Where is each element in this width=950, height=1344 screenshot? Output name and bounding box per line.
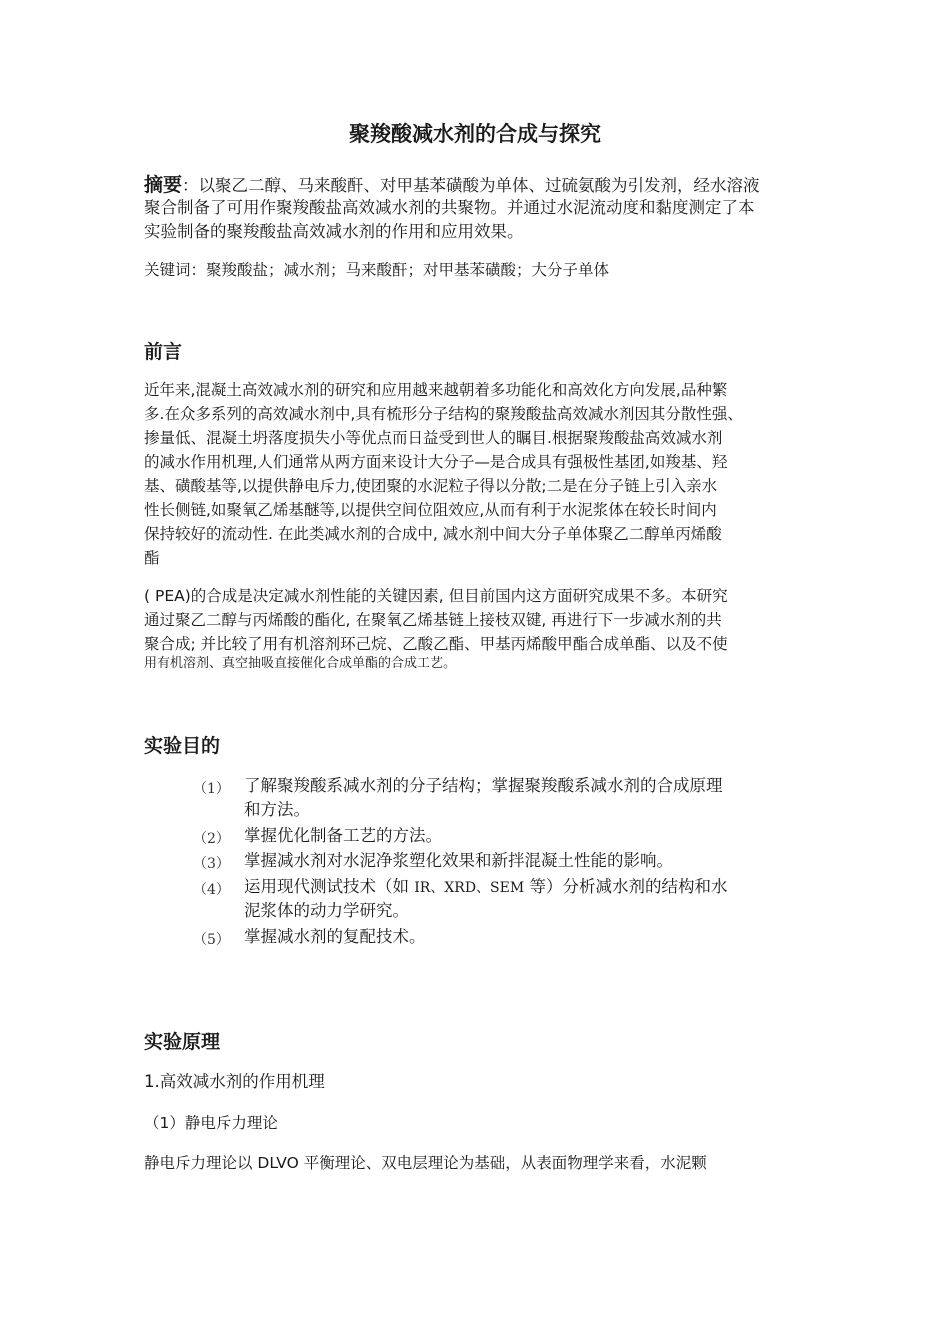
principle-heading: 实验原理	[144, 1031, 221, 1053]
objective-number: （3）	[193, 856, 230, 872]
preface-p1-line: 的减水作用机理,人们通常从两方面来设计大分子—是合成具有强极性基团,如羧基、羟	[144, 453, 728, 471]
abstract-label: 摘要	[144, 174, 183, 196]
objective-text: 了解聚羧酸系减水剂的分子结构；掌握聚羧酸系减水剂的合成原理	[244, 776, 723, 795]
objectives-heading: 实验目的	[144, 735, 221, 757]
objective-number: （4）	[193, 882, 230, 898]
preface-p1-line: 保持较好的流动性. 在此类减水剂的合成中, 减水剂中间大分子单体聚乙二醇单丙烯酸	[144, 525, 722, 543]
principle-subheading: 1.高效减水剂的作用机理	[144, 1072, 325, 1091]
objective-number: （2）	[193, 831, 230, 847]
objective-text-part: 等）分析减水剂的结构和水	[524, 877, 728, 896]
preface-p2-line: ( PEA)的合成是决定减水剂性能的关键因素, 但目前国内这方面研究成果不多。本研究	[144, 587, 728, 605]
abstract-line-3: 实验制备的聚羧酸盐高效减水剂的作用和应用效果。	[144, 222, 524, 241]
abstract-line-2: 聚合制备了可用作聚羧酸盐高效减水剂的共聚物。并通过水泥流动度和黏度测定了本	[144, 198, 755, 217]
document-title: 聚羧酸减水剂的合成与探究	[349, 122, 601, 146]
abstract-text: ：以聚乙二醇、马来酸酐、对甲基苯磺酸为单体、过硫氨酸为引发剂，经水溶液	[182, 176, 760, 195]
preface-p1-line: 性长侧链,如聚氧乙烯基醚等,以提供空间位阻效应,从而有利于水泥浆体在较长时间内	[144, 501, 717, 519]
objective-number: （1）	[193, 781, 230, 797]
objective-text: 掌握减水剂的复配技术。	[244, 927, 426, 946]
preface-p2-line: 通过聚乙二醇与丙烯酸的酯化, 在聚氧乙烯基链上接枝双键, 再进行下一步减水剂的共	[144, 611, 722, 629]
principle-text: 静电斥力理论以 DLVO 平衡理论、双电层理论为基础，从表面物理学来看，水泥颗	[144, 1154, 707, 1172]
preface-p1-line: 多.在众多系列的高效减水剂中,具有梳形分子结构的聚羧酸盐高效减水剂因其分散性强、	[144, 405, 743, 423]
preface-p1-line: 酯	[144, 549, 160, 567]
objective-text-part: 运用现代测试技术（如	[244, 877, 415, 896]
preface-p1-line: 掺量低、混凝土坍落度损失小等优点而日益受到世人的瞩目.根据聚羧酸盐高效减水剂	[144, 429, 723, 447]
objective-text: 掌握优化制备工艺的方法。	[244, 826, 442, 845]
objective-text: 和方法。	[244, 800, 310, 819]
objective-text-part: IR、XRD、SEM	[414, 880, 525, 896]
preface-heading: 前言	[144, 341, 183, 363]
objective-text: 掌握减水剂对水泥净浆塑化效果和新拌混凝土性能的影响。	[244, 851, 673, 870]
preface-p2-line: 聚合成; 并比较了用有机溶剂环己烷、乙酸乙酯、甲基丙烯酸甲酯合成单酯、以及不使	[144, 635, 728, 653]
preface-p1-line: 基、磺酸基等,以提供静电斥力,使团聚的水泥粒子得以分散;二是在分子链上引入亲水	[144, 477, 718, 495]
objective-number: （5）	[193, 932, 230, 948]
objective-text	[244, 875, 727, 900]
keywords: 关键词：聚羧酸盐；减水剂；马来酸酐；对甲基苯磺酸；大分子单体	[144, 261, 610, 279]
objective-text: 泥浆体的动力学研究。	[244, 901, 409, 920]
preface-p2-small-line: 用有机溶剂、真空抽吸直接催化合成单酯的合成工艺。	[144, 656, 457, 671]
abstract-line-1	[144, 170, 760, 198]
principle-subsubheading: （1）静电斥力理论	[144, 1114, 278, 1132]
preface-p1-line: 近年来,混凝土高效减水剂的研究和应用越来越朝着多功能化和高效化方向发展,品种繁	[144, 381, 728, 399]
